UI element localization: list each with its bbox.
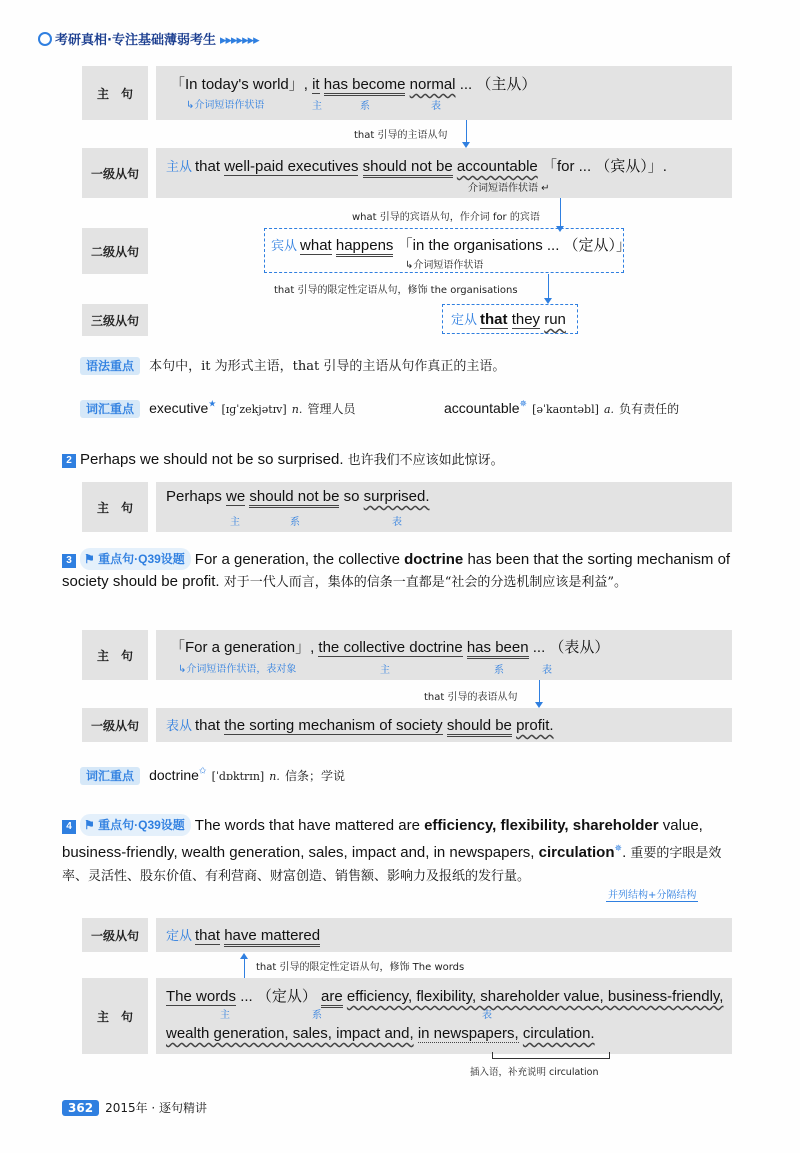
role-subject: 主 [312, 101, 322, 112]
main-clause-label: 主 句 [82, 630, 148, 680]
vocab-point: 词汇重点 doctrine✩ [ˈdɒktrɪn] n. 信条；学说 [80, 765, 345, 784]
arrows-icon: ▸▸▸▸▸▸▸ [219, 33, 259, 48]
search-logo-icon [38, 32, 52, 46]
main-clause-text: 「In today's world」, it has become normal ... （主从） [170, 73, 536, 94]
grammar-point [80, 355, 505, 374]
main-clause-text-line1: The words ... （定从） are efficiency, flexibility, shareholder value, business-friendly, [166, 985, 723, 1006]
grammar-badge: 语法重点 [80, 357, 140, 375]
level1-text: 主从 that well-paid executives should not be accountable 「for ... （宾从）」. [166, 155, 667, 176]
link-note: that 引导的表语从句 [424, 692, 518, 703]
main-clause-text: Perhaps we should not be so surprised. [166, 488, 430, 505]
level1-text: 表从 that the sorting mechanism of society should be profit. [166, 715, 554, 734]
level1-label: 一级从句 [82, 708, 148, 742]
role-subject: 主 [230, 517, 240, 528]
flag-icon: ⚑ [84, 818, 95, 832]
sentence-4: 4 ⚑ 重点句·Q39设题 The words that have mattered are efficiency, flexibility, shareholder value, business-friendly, wealth generation, sales, impact and, in newspapers, circulation✵. 重要的字眼是效率、灵活性、股东价值、有利营商、财富创造、销售额、影响力及报纸的发行量。 [62, 814, 734, 888]
level1-label: 一级从句 [82, 918, 148, 952]
brand-subtitle: 专注基础薄弱考生 [111, 33, 216, 48]
grammar-text: 本句中，it 为形式主语，that 引导的主语从句作真正的主语。 [149, 359, 506, 374]
vocab-badge: 词汇重点 [80, 767, 140, 785]
role-linking-verb: 系 [494, 665, 504, 676]
connector-line [466, 120, 467, 144]
level3-label: 三级从句 [82, 304, 148, 336]
star-icon: ✵ [614, 843, 623, 853]
level1-text: 定从 that have mattered [166, 925, 320, 944]
sentence-3: 3 ⚑ 重点句·Q39设题 For a generation, the collective doctrine has been that the sorting mechanism of society should be profit. 对于一代人而言，集体的信条一直都是“社会的分选机制应该是利益”。 [62, 548, 734, 594]
link-note: that 引导的限定性定语从句，修饰 The words [256, 962, 465, 973]
vocab-point-2: accountable✵ [əˈkaʊntəbl] a. 负有责任的 [444, 399, 680, 416]
level3-text: 定从 that they run [451, 311, 566, 328]
level1-row [156, 148, 732, 198]
arrow-up-icon [240, 953, 248, 959]
role-predicative: 表 [482, 1010, 492, 1021]
role-subject: 主 [220, 1010, 230, 1021]
sentence-2: 2 Perhaps we should not be so surprised. 也许我们不应该如此惊讶。 [62, 449, 734, 472]
link-note: what 引导的宾语从句，作介词 for 的宾语 [352, 212, 540, 223]
adverbial-note: ↳介词短语作状语，表对象 [178, 664, 297, 675]
main-clause-text: 「For a generation」, the collective doctrine has been ... （表从） [170, 636, 609, 657]
connector-line [539, 680, 540, 704]
role-predicative: 表 [542, 665, 552, 676]
key-sentence-flag: ⚑ 重点句·Q39设题 [80, 548, 191, 570]
sentence-number: 2 [62, 454, 76, 468]
main-clause-label: 主 句 [82, 978, 148, 1054]
vocab-word: accountable [444, 400, 520, 416]
main-clause-row [156, 66, 732, 120]
star-icon: ★ [208, 399, 217, 410]
vocab-word: doctrine [149, 767, 199, 783]
level1-label: 一级从句 [82, 148, 148, 198]
main-clause-row [156, 482, 732, 532]
main-clause-label: 主 句 [82, 66, 148, 120]
link-note: that 引导的限定性定语从句，修饰 the organisations [274, 285, 518, 296]
link-note: that 引导的主语从句 [354, 130, 448, 141]
footer-text: 2015年 · 逐句精讲 [105, 1101, 208, 1115]
adverbial-note: ↳介词短语作状语 [186, 100, 265, 111]
flag-icon: ⚑ [84, 552, 95, 566]
level3-box [442, 304, 578, 334]
main-clause-row [156, 630, 732, 680]
role-linking-verb: 系 [290, 517, 300, 528]
level2-label: 二级从句 [82, 228, 148, 274]
vocab-point: 词汇重点 executive★ [ɪɡˈzekjətɪv] n. 管理人员 [80, 398, 355, 417]
brand-name: 考研真相 [55, 33, 108, 48]
level1-adverbial: 介词短语作状语 ↵ [468, 183, 550, 194]
structure-note: 并列结构+分隔结构 [606, 886, 698, 902]
role-linking-verb: 系 [312, 1010, 322, 1021]
role-subject: 主 [380, 665, 390, 676]
level2-adverbial: ↳介词短语作状语 [405, 260, 484, 271]
insert-note: 插入语，补充说明 circulation [470, 1067, 599, 1078]
level1-row [156, 708, 732, 742]
level1-row [156, 918, 732, 952]
main-clause-text-line2: wealth generation, sales, impact and, in newspapers, circulation. [166, 1025, 595, 1042]
connector-line [244, 958, 245, 980]
page-header: 考研真相·专注基础薄弱考生 ▸▸▸▸▸▸▸ [38, 29, 259, 48]
page-footer [62, 1099, 207, 1116]
role-predicative: 表 [392, 517, 402, 528]
connector-line [560, 198, 561, 228]
star-icon: ✩ [198, 766, 207, 777]
main-clause-row [156, 978, 732, 1054]
sentence-number: 3 [62, 554, 76, 568]
vocab-badge: 词汇重点 [80, 400, 140, 418]
sentence-number: 4 [62, 820, 76, 834]
main-clause-label: 主 句 [82, 482, 148, 532]
connector-line [548, 274, 549, 300]
role-linking-verb: 系 [360, 101, 370, 112]
role-predicative: 表 [431, 101, 441, 112]
page-number: 362 [62, 1100, 99, 1116]
vocab-word: executive [149, 400, 209, 416]
level2-box [264, 228, 632, 273]
key-sentence-flag: ⚑ 重点句·Q39设题 [80, 814, 191, 836]
level2-text: 宾从 what happens 「in the organisations ... （定从）」 [271, 234, 631, 255]
star-icon: ✵ [519, 399, 528, 410]
insert-bracket [492, 1052, 610, 1059]
